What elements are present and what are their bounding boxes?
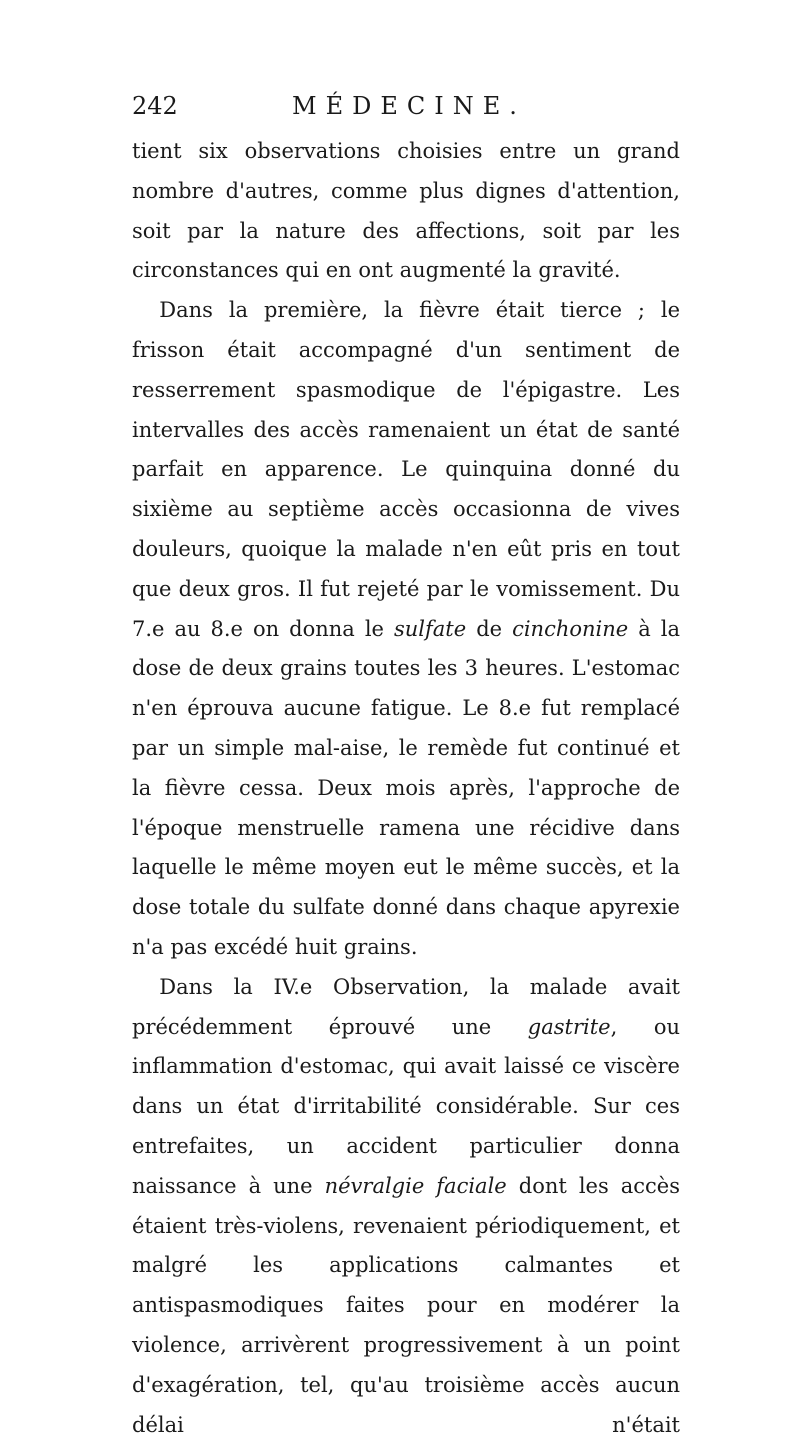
paragraph-2-text-b: de [466, 616, 513, 641]
paragraph-3-text-c: dont les accès étaient très-violens, revenaient périodiquement, et malgré les applications calmantes et antispasmodiques faites pour en modérer la violence, arrivèrent progressivement à un point d'exagération, tel, qu'au troisième accès aucun délai n'était [132, 1173, 680, 1437]
paragraph-continued [132, 132, 680, 291]
term-gastrite: gastrite [527, 1014, 611, 1039]
body-text [132, 132, 680, 1445]
running-title: MÉDECINE. [292, 92, 526, 120]
paragraph-2-text-a: Dans la première, la fièvre était tierce ; le frisson était accompagné d'un sentiment de resserrement spasmodique de l'épigastre. Les intervalles des accès ramenaient un état de santé parfait en apparence. Le quinquina donné du sixième au septième accès occasionna de vives douleurs, quoique la malade n'en eût pris en tout que deux gros. Il fut rejeté par le vomissement. Du 7.e au 8.e on donna le [132, 298, 680, 641]
paragraph-3-text-a: Dans la IV.e Observation, la malade avait précédemment éprouvé une [132, 974, 680, 1039]
paragraph-3-text-b: , ou inflammation d'estomac, qui avait laissé ce viscère dans un état d'irritabilité considérable. Sur ces entrefaites, un accident particulier donna naissance à une [132, 1014, 680, 1198]
running-head [132, 88, 680, 132]
page-number: 242 [132, 92, 178, 120]
term-sulfate: sulfate [394, 616, 467, 641]
term-cinchonine: cinchonine [512, 616, 629, 641]
paragraph-fourth-observation [132, 968, 680, 1445]
paragraph-2-text-c: à la dose de deux grains toutes les 3 heures. L'estomac n'en éprouva aucune fatigue. Le 8.e fut remplacé par un simple mal-aise, le remède fut continué et la fièvre cessa. Deux mois après, l'approche de l'époque menstruelle ramena une récidive dans laquelle le même moyen eut le même succès, et la dose totale du sulfate donné dans chaque apyrexie n'a pas excédé huit grains. [132, 616, 680, 959]
paragraph-first-observation [132, 291, 680, 968]
book-page [132, 88, 680, 1445]
paragraph-1-text: tient six observations choisies entre un grand nombre d'autres, comme plus dignes d'attention, soit par la nature des affections, soit par les circonstances qui en ont augmenté la gravité. [132, 139, 680, 283]
term-nevralgie-faciale: névralgie faciale [324, 1173, 507, 1198]
